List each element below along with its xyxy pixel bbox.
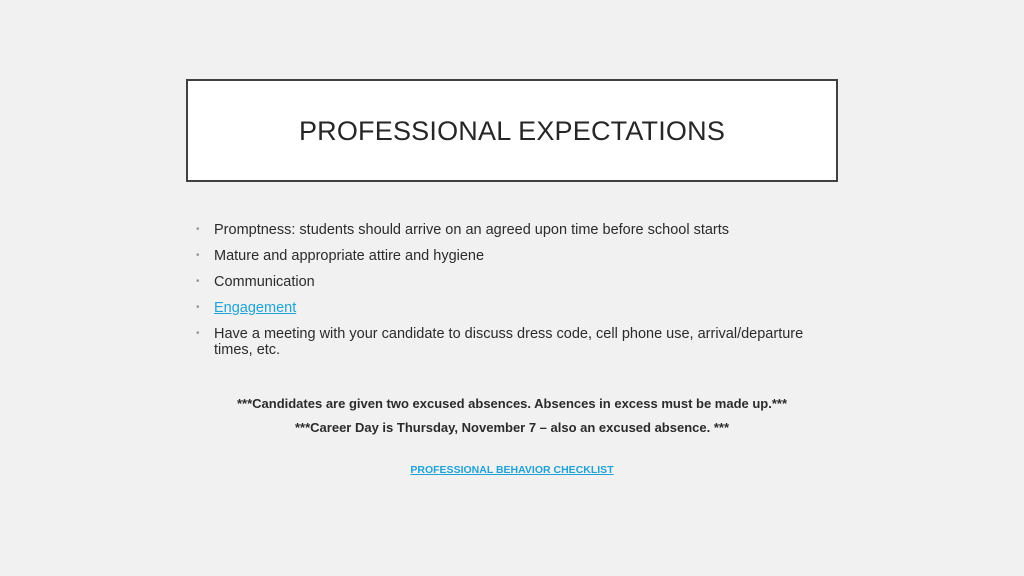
bullet-dot-icon: • [196, 328, 200, 339]
bullet-item-attire [196, 248, 836, 264]
bullet-dot-icon: • [196, 276, 200, 287]
bullet-dot-icon: • [196, 224, 200, 235]
bullet-dot-icon: • [196, 302, 200, 313]
slide-title: PROFESSIONAL EXPECTATIONS [298, 116, 726, 146]
professional-behavior-checklist-link[interactable]: PROFESSIONAL BEHAVIOR CHECKLIST [410, 464, 614, 476]
bullet-item-engagement [196, 300, 836, 316]
bullet-dot-icon: • [196, 250, 200, 261]
title-box [186, 79, 838, 182]
bullet-text: Communication [214, 274, 315, 290]
bullet-text: Have a meeting with your candidate to discuss dress code, cell phone use, arrival/departure times, etc. [214, 326, 804, 358]
engagement-link[interactable]: Engagement [214, 300, 297, 316]
bullet-item-meeting [196, 326, 836, 358]
bullet-text: Mature and appropriate attire and hygiene [214, 248, 485, 264]
bullet-text: Promptness: students should arrive on an agreed upon time before school starts [214, 222, 730, 238]
bullet-item-promptness [196, 222, 836, 238]
bullet-item-communication [196, 274, 836, 290]
bullet-list [196, 222, 836, 368]
career-day-note: ***Career Day is Thursday, November 7 – also an excused absence. *** [294, 420, 730, 435]
absence-note: ***Candidates are given two excused absences. Absences in excess must be made up.*** [236, 396, 788, 411]
checklist-link-container [0, 464, 1024, 476]
